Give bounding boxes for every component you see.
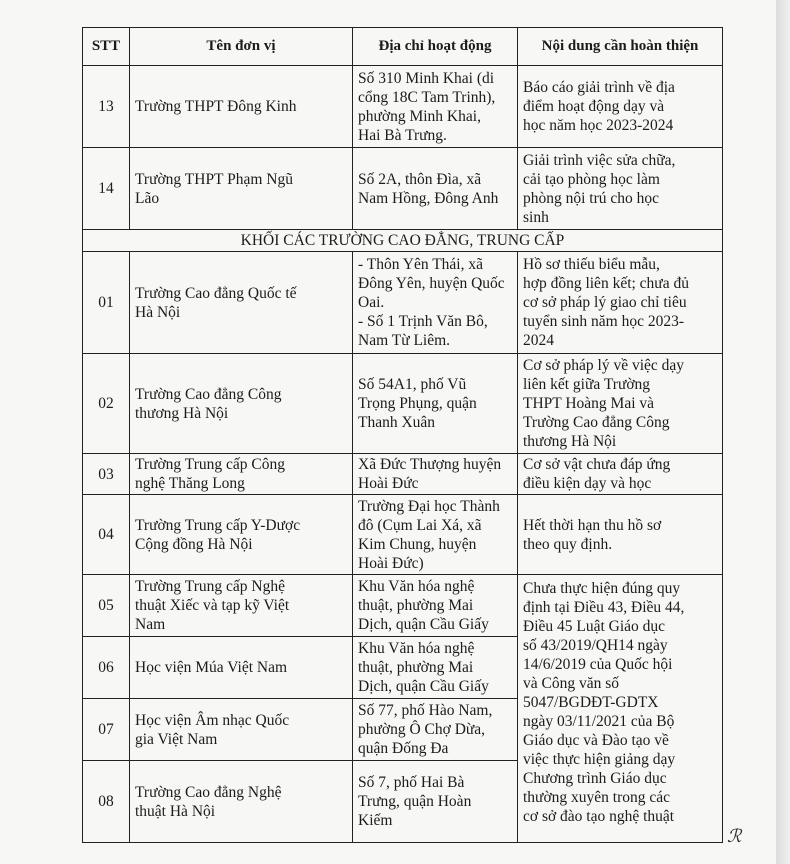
row-stt: 13 bbox=[83, 66, 130, 148]
row-address: Khu Văn hóa nghệ thuật, phường Mai Dịch, quận Cầu Giấy bbox=[353, 575, 518, 637]
row-stt: 05 bbox=[83, 575, 130, 637]
row-name: Học viện Âm nhạc Quốc gia Việt Nam bbox=[130, 699, 353, 761]
header-address: Địa chỉ hoạt động bbox=[353, 28, 518, 66]
section-row bbox=[83, 230, 723, 252]
row-name: Trường Cao đẳng Nghệ thuật Hà Nội bbox=[130, 761, 353, 843]
row-content: Hết thời hạn thu hồ sơ theo quy định. bbox=[518, 495, 723, 575]
row-name: Trường Cao đẳng Công thương Hà Nội bbox=[130, 354, 353, 454]
institutions-table bbox=[82, 27, 723, 843]
table-row bbox=[83, 495, 723, 575]
row-address: Số 2A, thôn Đìa, xã Nam Hồng, Đông Anh bbox=[353, 148, 518, 230]
row-address: Xã Đức Thượng huyện Hoài Đức bbox=[353, 454, 518, 495]
row-content: Hồ sơ thiếu biểu mẫu, hợp đồng liên kết; chưa đủ cơ sở pháp lý giao chỉ tiêu tuyển sinh năm học 2023- 2024 bbox=[518, 252, 723, 354]
section-title: KHỐI CÁC TRƯỜNG CAO ĐẲNG, TRUNG CẤP bbox=[83, 230, 723, 252]
row-content: Cơ sở vật chưa đáp ứng điều kiện dạy và học bbox=[518, 454, 723, 495]
row-content: Giải trình việc sửa chữa, cải tạo phòng học làm phòng nội trú cho học sinh bbox=[518, 148, 723, 230]
row-stt: 04 bbox=[83, 495, 130, 575]
row-stt: 06 bbox=[83, 637, 130, 699]
row-name: Trường THPT Phạm Ngũ Lão bbox=[130, 148, 353, 230]
row-content: Cơ sở pháp lý về việc dạy liên kết giữa Trường THPT Hoàng Mai và Trường Cao đẳng Công thương Hà Nội bbox=[518, 354, 723, 454]
table-row bbox=[83, 66, 723, 148]
table-row bbox=[83, 454, 723, 495]
merged-content-cell: Chưa thực hiện đúng quy định tại Điều 43, Điều 44, Điều 45 Luật Giáo dục số 43/2019/QH14 ngày 14/6/2019 của Quốc hội và Công văn số 5047/BGDĐT-GDTX ngày 03/11/2021 của Bộ Giáo dục và Đào tạo về việc thực hiện giảng dạy Chương trình Giáo dục thường xuyên trong các cơ sở đào tạo nghệ thuật bbox=[518, 575, 723, 843]
header-stt: STT bbox=[83, 28, 130, 66]
row-stt: 07 bbox=[83, 699, 130, 761]
row-name: Học viện Múa Việt Nam bbox=[130, 637, 353, 699]
row-address: Số 7, phố Hai Bà Trưng, quận Hoàn Kiếm bbox=[353, 761, 518, 843]
table-row bbox=[83, 575, 723, 637]
row-stt: 03 bbox=[83, 454, 130, 495]
row-name: Trường Trung cấp Công nghệ Thăng Long bbox=[130, 454, 353, 495]
header-name: Tên đơn vị bbox=[130, 28, 353, 66]
row-content: Báo cáo giải trình về địa điểm hoạt động dạy và học năm học 2023-2024 bbox=[518, 66, 723, 148]
row-name: Trường Cao đẳng Quốc tế Hà Nội bbox=[130, 252, 353, 354]
table-row bbox=[83, 252, 723, 354]
row-address: Số 54A1, phố Vũ Trọng Phụng, quận Thanh Xuân bbox=[353, 354, 518, 454]
row-stt: 02 bbox=[83, 354, 130, 454]
row-stt: 14 bbox=[83, 148, 130, 230]
table-row bbox=[83, 354, 723, 454]
row-address: - Thôn Yên Thái, xã Đông Yên, huyện Quốc Oai. - Số 1 Trịnh Văn Bô, Nam Từ Liêm. bbox=[353, 252, 518, 354]
row-stt: 01 bbox=[83, 252, 130, 354]
row-address: Số 77, phố Hào Nam, phường Ô Chợ Dừa, quận Đống Đa bbox=[353, 699, 518, 761]
row-address: Số 310 Minh Khai (di cổng 18C Tam Trinh), phường Minh Khai, Hai Bà Trưng. bbox=[353, 66, 518, 148]
row-address: Trường Đại học Thành đô (Cụm Lai Xá, xã Kim Chung, huyện Hoài Đức) bbox=[353, 495, 518, 575]
row-name: Trường THPT Đông Kinh bbox=[130, 66, 353, 148]
initials-signature-mark: ℛ bbox=[727, 826, 742, 847]
row-name: Trường Trung cấp Nghệ thuật Xiếc và tạp kỹ Việt Nam bbox=[130, 575, 353, 637]
header-content: Nội dung cần hoàn thiện bbox=[518, 28, 723, 66]
table-row bbox=[83, 148, 723, 230]
row-address: Khu Văn hóa nghệ thuật, phường Mai Dịch, quận Cầu Giấy bbox=[353, 637, 518, 699]
row-name: Trường Trung cấp Y-Dược Cộng đồng Hà Nội bbox=[130, 495, 353, 575]
table-header-row bbox=[83, 28, 723, 66]
page-edge-shadow bbox=[776, 0, 790, 864]
row-stt: 08 bbox=[83, 761, 130, 843]
